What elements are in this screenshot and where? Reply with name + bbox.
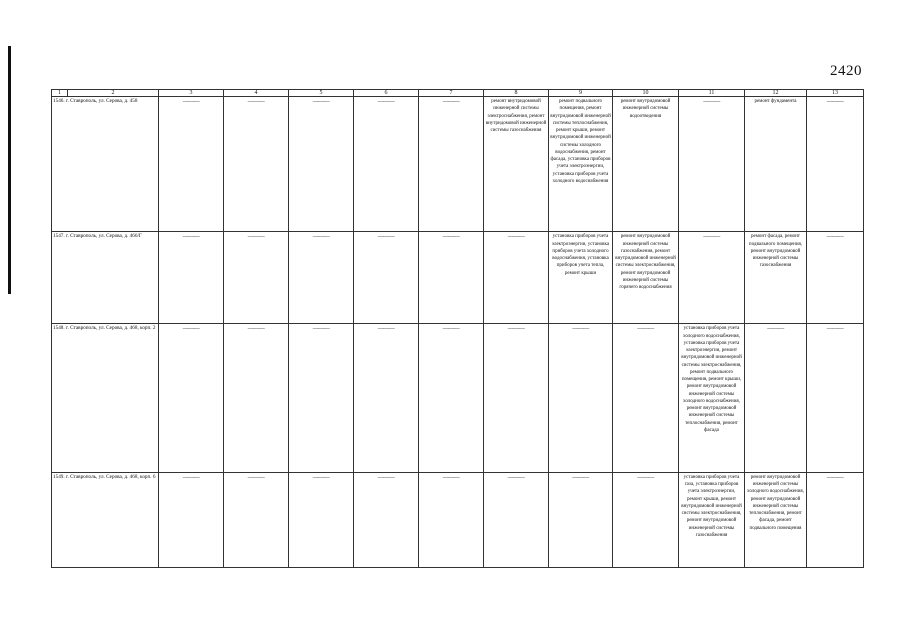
header-cell: 4 [224, 90, 289, 97]
address-cell [52, 324, 159, 472]
table-row [52, 472, 864, 567]
table-cell: ремонт внутридомовой инженерной системы водоотведения [613, 97, 679, 232]
table-cell: ——— [289, 97, 354, 232]
table-cell: установка приборов учета газа, установка приборов учета электроэнергии, ремонт крыши, ремонт внутридомовой инженерной системы электроснабжения, ремонт внутридомовой инженерной системы газоснабжения [679, 472, 745, 567]
table-cell: ——— [354, 324, 419, 472]
row-address: г. Ставрополь, ул. Серова, д. 458 [65, 98, 138, 104]
table-cell: ——— [613, 472, 679, 567]
row-number: 1549. [53, 473, 65, 480]
header-cell: 1 [52, 90, 68, 97]
address-cell [52, 97, 159, 232]
table-cell: ——— [807, 324, 864, 472]
table-cell: ——— [807, 232, 864, 324]
row-address: г. Ставрополь, ул. Серова, д. 468, корп. 6 [65, 473, 156, 480]
table-cell: ремонт внутридомовой инженерной системы холодного водоснабжения, ремонт внутридомовой инженерной системы теплоснабжения, ремонт фасада, ремонт подвального помещения [745, 472, 807, 567]
header-cell: 12 [745, 90, 807, 97]
table-cell: ——— [549, 472, 613, 567]
table-cell: ——— [484, 472, 549, 567]
address-cell [52, 232, 159, 324]
table-cell: ——— [289, 472, 354, 567]
header-cell: 5 [289, 90, 354, 97]
table-cell: ——— [224, 324, 289, 472]
table-cell: установка приборов учета электроэнергии, установка приборов учета холодного водоснабжения, установка приборов учета тепла, ремонт крыши [549, 232, 613, 324]
table-cell: ——— [224, 97, 289, 232]
table-cell: ——— [613, 324, 679, 472]
row-number: 1546. [53, 98, 65, 104]
table-cell: ——— [354, 97, 419, 232]
header-cell: 13 [807, 90, 864, 97]
works-table [51, 89, 864, 568]
table-cell: ——— [289, 232, 354, 324]
table-cell: ——— [159, 232, 224, 324]
table-cell: ——— [679, 232, 745, 324]
table-cell: ——— [745, 324, 807, 472]
table-cell: ——— [419, 472, 484, 567]
row-number: 1548. [53, 325, 65, 332]
header-cell: 2 [68, 90, 159, 97]
header-row [52, 90, 864, 97]
table-cell: ——— [419, 324, 484, 472]
row-address: г. Ставрополь, ул. Серова, д. 466/Г [65, 233, 142, 240]
header-cell: 10 [613, 90, 679, 97]
table-cell: ——— [419, 232, 484, 324]
table-cell: ——— [807, 472, 864, 567]
header-cell: 8 [484, 90, 549, 97]
table-cell: ——— [484, 232, 549, 324]
table-cell: ——— [484, 324, 549, 472]
table-cell: ——— [159, 324, 224, 472]
table-cell: ——— [807, 97, 864, 232]
header-cell: 11 [679, 90, 745, 97]
header-cell: 6 [354, 90, 419, 97]
table-cell: ——— [354, 472, 419, 567]
table-cell: ——— [159, 97, 224, 232]
header-cell: 9 [549, 90, 613, 97]
table-row [52, 232, 864, 324]
table-cell: ——— [289, 324, 354, 472]
table-cell: ——— [224, 232, 289, 324]
table-cell: ——— [679, 97, 745, 232]
row-number: 1547. [53, 233, 65, 240]
table-cell: ——— [549, 324, 613, 472]
table-cell: установка приборов учета холодного водоснабжения, установка приборов учета электроэнергии, ремонт внутридомовой инженерной системы электроснабжения, ремонт подвального помещения, ремонт крыши, ремонт внутридомовой инженерной системы холодного водоснабжения, ремонт внутридомовой инженерной системы теплоснабжения, ремонт фасада [679, 324, 745, 472]
header-cell: 7 [419, 90, 484, 97]
address-cell [52, 472, 159, 567]
table-cell: ремонт фасада, ремонт подвального помещения, ремонт внутридомовой инженерной системы газоснабжения [745, 232, 807, 324]
table-cell: ремонт внутридомовой инженерной системы электроснабжения, ремонт внутридомовой инженерной системы газоснабжения [484, 97, 549, 232]
table-cell: ремонт внутридомовой инженерной системы газоснабжения, ремонт внутридомовой инженерной системы электроснабжения, ремонт внутридомовой инженерной системы горячего водоснабжения [613, 232, 679, 324]
table-cell: ремонт подвального помещения, ремонт внутридомовой инженерной системы теплоснабжения, ремонт крыши, ремонт внутридомовой инженерной системы холодного водоснабжения, ремонт фасада, установка приборов учета электроэнергии, установка приборов учета холодного водоснабжения [549, 97, 613, 232]
table-row [52, 97, 864, 232]
binding-margin-bar [8, 46, 11, 294]
page-number: 2420 [830, 63, 862, 79]
table-cell: ——— [419, 97, 484, 232]
table-row [52, 324, 864, 472]
table-cell: ——— [224, 472, 289, 567]
table-cell: ——— [159, 472, 224, 567]
header-cell: 3 [159, 90, 224, 97]
row-address: г. Ставрополь, ул. Серова, д. 468, корп. 2 [65, 325, 156, 332]
table-cell: ремонт фундамента [745, 97, 807, 232]
table-cell: ——— [354, 232, 419, 324]
scan-noise [30, 604, 670, 612]
